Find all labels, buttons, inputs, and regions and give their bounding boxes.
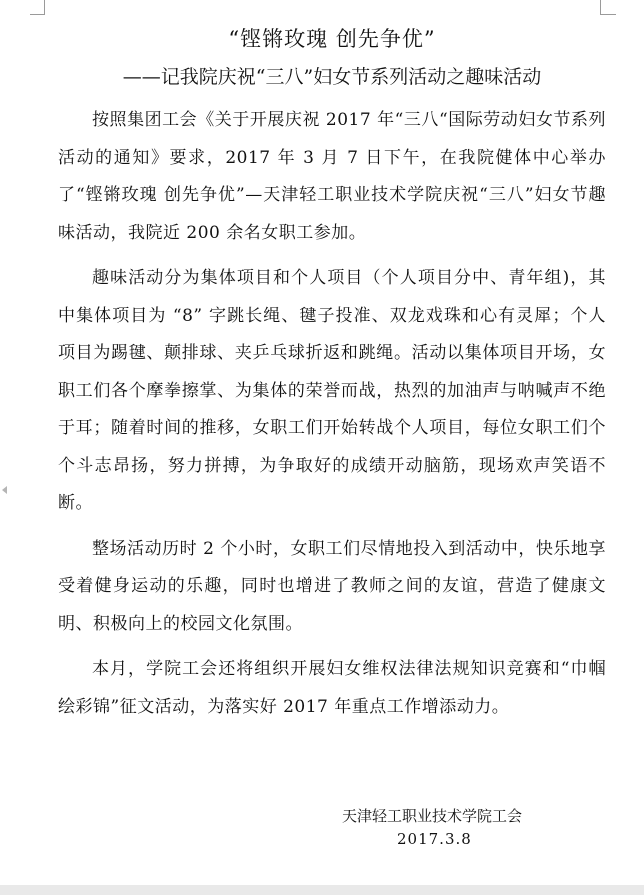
paragraph-1: 按照集团工会《关于开展庆祝 2017 年“三八“国际劳动妇女节系列活动的通知》要求，2017 年 3 月 7 日下午，在我院健体中心举办了“铿锵玫瑰 创先争优”—天津轻工职业技术学院庆祝“三八”妇女节趣味活动，我院近 200 余名女职工参加。 <box>58 110 606 243</box>
paragraph-3: 整场活动历时 2 个小时，女职工们尽情地投入到活动中，快乐地享受着健身运动的乐趣，同时也增进了教师之间的友谊，营造了健康文明、积极向上的校园文化氛围。 <box>58 538 606 634</box>
crop-mark-top-left-horizontal <box>30 14 45 15</box>
signature-date: 2017.3.8 <box>397 830 472 848</box>
document-body <box>58 22 606 726</box>
document-title: “铿锵玫瑰 创先争优” <box>228 27 436 51</box>
page-bottom-bar <box>0 885 644 895</box>
crop-mark-top-right-horizontal <box>600 14 616 15</box>
signature-block <box>342 805 542 851</box>
crop-mark-top-left-vertical <box>44 0 45 14</box>
crop-mark-top-right-vertical <box>600 0 601 14</box>
margin-arrow-icon <box>2 486 7 494</box>
document-subtitle: ——记我院庆祝“三八”妇女节系列活动之趣味活动 <box>122 66 542 88</box>
paragraph-4: 本月，学院工会还将组织开展妇女维权法律法规知识竞赛和“巾帼绘彩锦”征文活动，为落实好 2017 年重点工作增添动力。 <box>58 659 606 717</box>
paragraph-2: 趣味活动分为集体项目和个人项目（个人项目分中、青年组)，其中集体项目为 “8” 字跳长绳、毽子投准、双龙戏珠和心有灵犀；个人项目为踢毽、颠排球、夹乒乓球折返和跳绳。活动以集体项目开场，女职工们各个摩拳擦掌、为集体的荣誉而战，热烈的加油声与呐喊声不绝于耳；随着时间的推移，女职工们开始转战个人项目，每位女职工们个个斗志昂扬，努力拼搏，为争取好的成绩开动脑筋，现场欢声笑语不断。 <box>58 268 606 513</box>
signature-organization: 天津轻工职业技术学院工会 <box>342 807 523 825</box>
